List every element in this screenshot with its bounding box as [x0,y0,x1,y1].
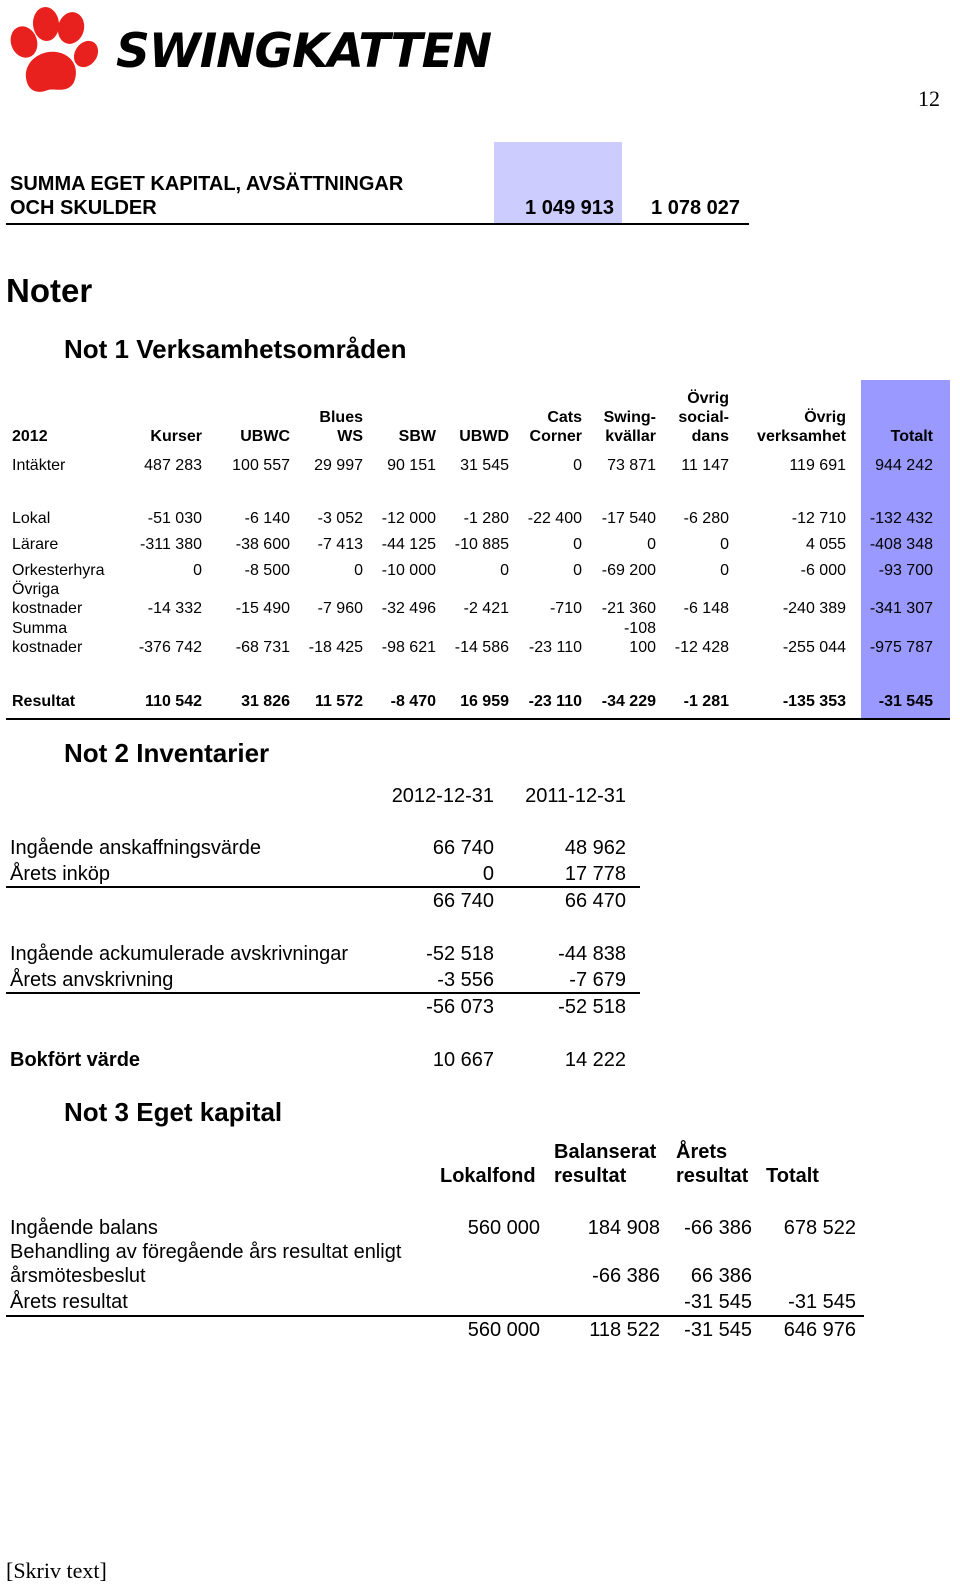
not1-cell: -341 307 [869,600,933,617]
not1-cell: 110 542 [145,693,202,710]
not1-col-header: Övrig verksamhet [757,409,846,445]
not1-cell: -23 110 [528,693,582,710]
summa-divider [6,223,749,225]
not1-cell: -12 000 [381,510,436,527]
not1-cell: -108 100 [623,620,656,656]
not1-cell: -6 140 [244,510,290,527]
not1-col-header: SBW [398,428,436,445]
not2-col-header: 2012-12-31 [391,785,494,807]
not1-cell: 0 [647,536,656,553]
not1-cell: -6 280 [683,510,729,527]
not1-cell: -44 125 [381,536,436,553]
not3-cell: -31 545 [788,1291,856,1313]
not1-cell: -2 421 [463,600,509,617]
not3-cell: -31 545 [684,1319,752,1341]
not1-cell: -93 700 [878,562,933,579]
not1-cell: -135 353 [782,693,846,710]
footer-placeholder-text: [Skriv text] [6,1558,107,1583]
not2-cell: 10 667 [432,1049,494,1071]
not3-subtotal-rule [6,1315,864,1317]
not1-cell: 0 [720,536,729,553]
not1-cell: -8 470 [390,693,436,710]
not1-cell: -132 432 [869,510,933,527]
not3-col-header: Årets resultat [676,1141,749,1187]
not2-cell: -56 073 [426,996,494,1018]
not2-cell: -3 556 [437,969,494,991]
page-title: Noter [6,272,93,309]
not1-cell: -6 148 [683,600,729,617]
not1-cell: 100 557 [232,457,290,474]
not1-cell: -31 545 [878,693,933,710]
not2-cell: -52 518 [558,996,626,1018]
not2-row-label: Årets inköp [10,863,111,885]
not1-cell: -14 332 [147,600,202,617]
not1-cell: -7 413 [317,536,363,553]
not2-cell: -7 679 [569,969,626,991]
not2-row-label: Årets anvskrivning [10,969,174,991]
not2-cell: 66 470 [564,890,626,912]
not1-col-header: UBWC [240,428,290,445]
not2-cell: -44 838 [558,943,626,965]
not3-cell: 118 522 [589,1319,660,1341]
not1-cell: -3 052 [317,510,363,527]
not1-row-label: Övriga kostnader [12,581,83,617]
not1-col-header: UBWD [459,428,509,445]
summa-label: SUMMA EGET KAPITAL, AVSÄTTNINGAR OCH SKULDER [10,173,404,219]
not1-col-header: Cats Corner [529,409,582,445]
not1-cell: 119 691 [789,457,846,474]
not1-cell: -18 425 [308,639,363,656]
not1-cell: -17 540 [601,510,656,527]
not1-cell: -34 229 [601,693,656,710]
not1-cell: -69 200 [601,562,656,579]
not2-cell: 14 222 [564,1049,626,1071]
not3-cell: 560 000 [467,1319,540,1341]
not1-cell: 16 959 [460,693,509,710]
not1-cell: -22 400 [527,510,582,527]
not1-row-label: Orkesterhyra [12,562,105,579]
summa-value-2012: 1 049 913 [525,197,614,219]
not1-cell: 4 055 [805,536,846,553]
not1-cell: 944 242 [875,457,933,474]
not1-cell: -376 742 [138,639,202,656]
not3-cell: 66 386 [690,1265,752,1287]
not3-cell: 678 522 [783,1217,856,1239]
not1-cell: -23 110 [528,639,582,656]
not2-cell: 66 740 [432,890,494,912]
not1-cell: -975 787 [869,639,933,656]
not1-cell: -710 [549,600,582,617]
not1-cell: -32 496 [381,600,436,617]
not1-row-label: Lärare [12,536,59,553]
not3-cell: -66 386 [592,1265,660,1287]
not1-cell: 0 [573,536,582,553]
not1-cell: 487 283 [144,457,202,474]
not1-cell: 73 871 [607,457,656,474]
not1-year-header: 2012 [12,428,48,445]
not1-col-header: Blues WS [319,409,363,445]
not1-cell: -1 280 [463,510,509,527]
not1-title: Not 1 Verksamhetsområden [64,334,407,364]
not3-col-header: Totalt [766,1165,819,1187]
not3-col-header: Balanserat resultat [554,1141,657,1187]
not1-cell: 0 [193,562,202,579]
not1-col-header: Swing- kvällar [603,409,656,445]
not1-cell: -8 500 [244,562,290,579]
not1-cell: -1 281 [683,693,729,710]
not3-cell: 560 000 [467,1217,540,1239]
not1-cell: 31 826 [241,693,290,710]
brand-logo-text: SWINGKATTEN [116,24,492,79]
not1-cell: 0 [573,457,582,474]
not2-row-label: Bokfört värde [10,1049,141,1071]
not1-col-header: Övrig social- dans [678,390,729,445]
not1-cell: -38 600 [235,536,290,553]
not1-cell: -51 030 [147,510,202,527]
not1-cell: -10 885 [454,536,509,553]
not1-cell: -12 710 [791,510,846,527]
not2-cell: 66 740 [432,837,494,859]
not1-cell: -240 389 [782,600,846,617]
not2-title: Not 2 Inventarier [64,738,270,768]
not1-cell: -408 348 [869,536,933,553]
not1-col-header: Totalt [890,428,933,445]
not2-cell: 17 778 [564,863,626,885]
not1-cell: -311 380 [140,536,202,553]
not1-row-label: Resultat [12,693,76,710]
not2-row-label: Ingående anskaffningsvärde [10,837,261,859]
not1-row-label: Summa kostnader [12,620,83,656]
not1-cell: -255 044 [782,639,846,656]
not1-col-header: Kurser [150,428,202,445]
not3-cell: 184 908 [587,1217,660,1239]
not1-cell: 0 [573,562,582,579]
not3-cell: -66 386 [684,1217,752,1239]
not3-row-label: Årets resultat [10,1291,128,1313]
not2-subtotal-rule [6,992,640,994]
not3-cell: 646 976 [783,1319,856,1341]
page-number: 12 [918,86,940,111]
not1-cell: -14 586 [454,639,509,656]
not1-cell: -10 000 [381,562,436,579]
not1-cell: 0 [354,562,363,579]
not2-cell: 48 962 [564,837,626,859]
not1-cell: 0 [720,562,729,579]
not3-row-label: Ingående balans [10,1217,158,1239]
not1-cell: -7 960 [317,600,363,617]
not1-cell: 90 151 [387,457,436,474]
not3-row-label: Behandling av föregående års resultat enligt årsmötesbeslut [10,1241,402,1287]
not1-bottom-rule [6,718,950,720]
not1-cell: -98 621 [381,639,436,656]
not2-col-header: 2011-12-31 [525,785,626,807]
not1-row-label: Intäkter [12,457,66,474]
not1-cell: 31 545 [460,457,509,474]
not1-cell: 0 [500,562,509,579]
not2-row-label: Ingående ackumulerade avskrivningar [10,943,348,965]
not3-col-header: Lokalfond [440,1165,536,1187]
paw-icon [4,6,104,96]
not1-cell: -15 490 [235,600,290,617]
not1-cell: 11 572 [314,693,363,710]
not2-subtotal-rule [6,886,640,888]
not3-cell: -31 545 [684,1291,752,1313]
not1-cell: 29 997 [314,457,363,474]
not1-row-label: Lokal [12,510,51,527]
not1-cell: -68 731 [235,639,290,656]
not1-cell: -12 428 [674,639,729,656]
not1-cell: -21 360 [601,600,656,617]
not1-cell: 11 147 [681,457,729,474]
not2-cell: 0 [482,863,494,885]
not3-title: Not 3 Eget kapital [64,1097,283,1127]
not1-cell: -6 000 [800,562,846,579]
summa-value-2011: 1 078 027 [651,197,740,219]
not2-cell: -52 518 [426,943,494,965]
